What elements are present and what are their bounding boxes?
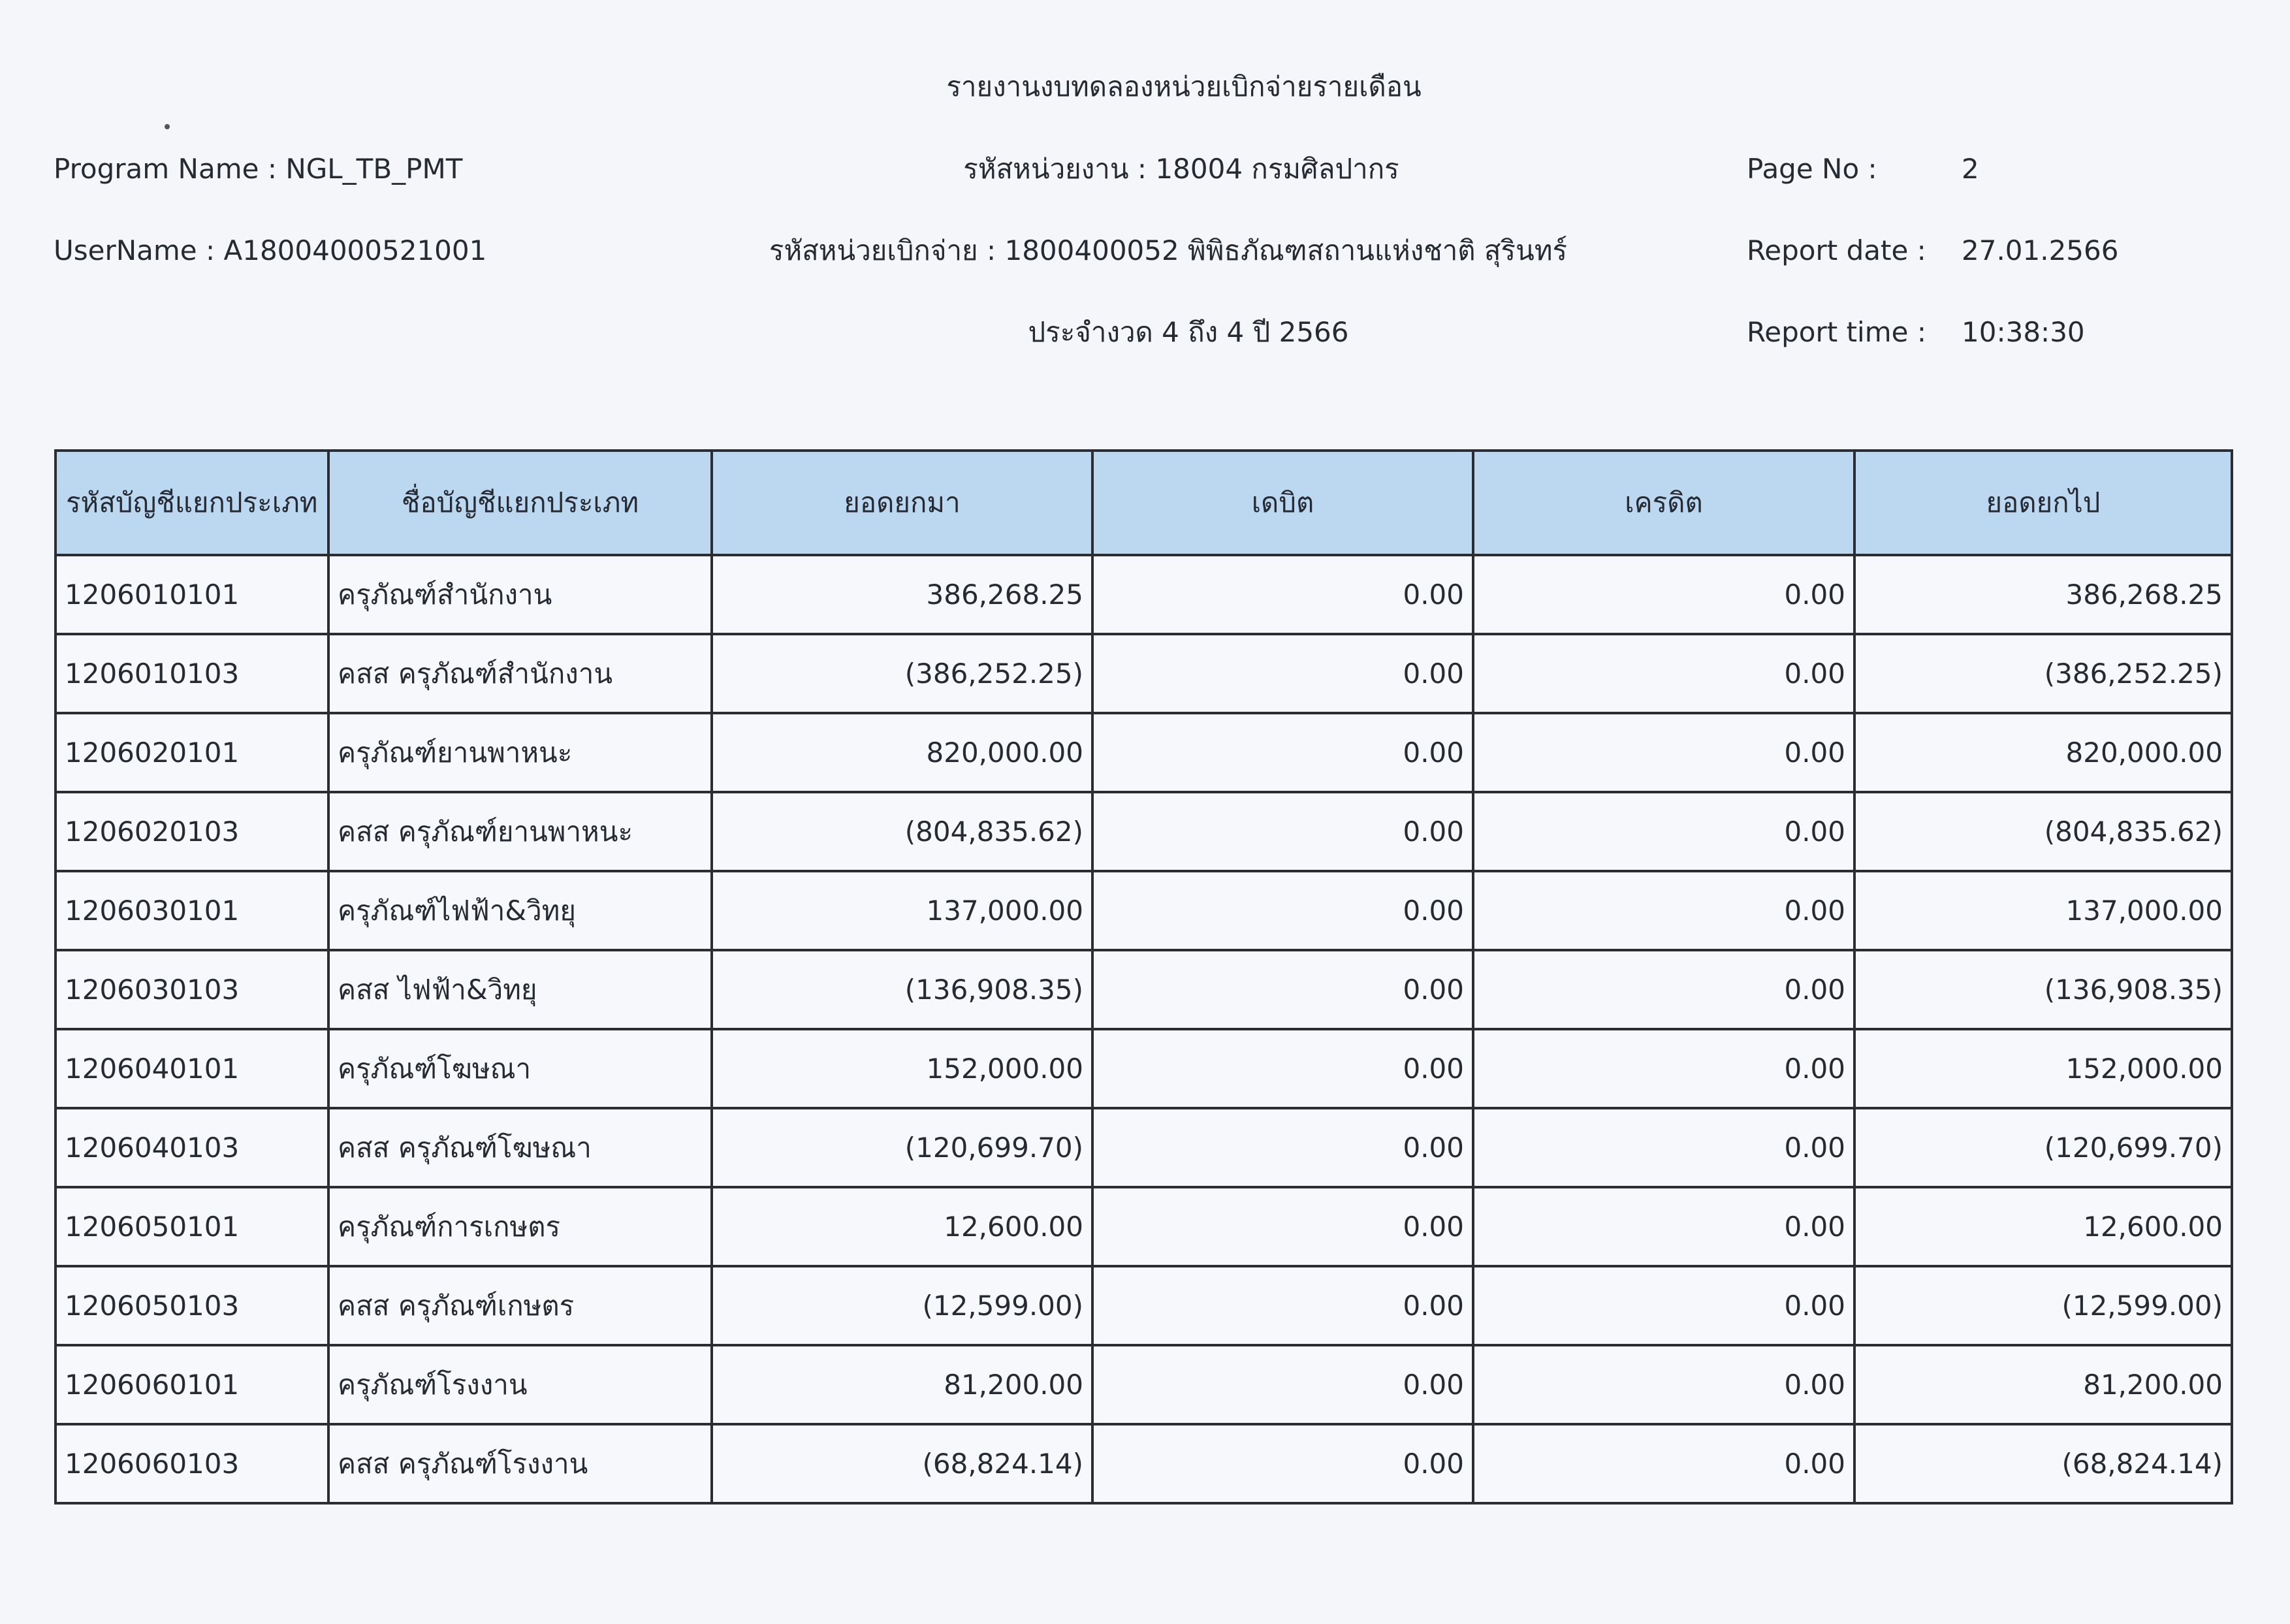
cell-closing-balance: 386,268.25 bbox=[1854, 555, 2232, 634]
scan-speck bbox=[165, 124, 170, 129]
cell-credit: 0.00 bbox=[1473, 950, 1854, 1029]
cell-closing-balance: 820,000.00 bbox=[1854, 713, 2232, 792]
header-account-code: รหัสบัญชีแยกประเภท bbox=[56, 451, 328, 555]
cell-closing-balance: (12,599.00) bbox=[1854, 1266, 2232, 1345]
cell-closing-balance: (120,699.70) bbox=[1854, 1108, 2232, 1187]
cell-account-name: คสส ครุภัณฑ์โฆษณา bbox=[328, 1108, 712, 1187]
cell-opening-balance: 820,000.00 bbox=[712, 713, 1092, 792]
cell-account-code: 1206060101 bbox=[56, 1345, 328, 1424]
cell-credit: 0.00 bbox=[1473, 634, 1854, 713]
report-title: รายงานงบทดลองหน่วยเบิกจ่ายรายเดือน bbox=[946, 71, 1422, 103]
user-name: UserName : A18004000521001 bbox=[54, 234, 487, 266]
program-name: Program Name : NGL_TB_PMT bbox=[54, 153, 463, 185]
report-date-value: 27.01.2566 bbox=[1962, 234, 2119, 266]
cell-debit: 0.00 bbox=[1092, 1187, 1473, 1266]
cell-account-name: ครุภัณฑ์ยานพาหนะ bbox=[328, 713, 712, 792]
page-no-label: Page No : bbox=[1747, 153, 1877, 185]
cell-closing-balance: 12,600.00 bbox=[1854, 1187, 2232, 1266]
cell-closing-balance: 81,200.00 bbox=[1854, 1345, 2232, 1424]
cell-debit: 0.00 bbox=[1092, 555, 1473, 634]
cell-account-name: ครุภัณฑ์ไฟฟ้า&วิทยุ bbox=[328, 871, 712, 950]
cell-debit: 0.00 bbox=[1092, 1266, 1473, 1345]
cell-account-name: ครุภัณฑ์โรงงาน bbox=[328, 1345, 712, 1424]
cell-debit: 0.00 bbox=[1092, 1424, 1473, 1503]
cell-closing-balance: (386,252.25) bbox=[1854, 634, 2232, 713]
cell-account-code: 1206040101 bbox=[56, 1029, 328, 1108]
cell-debit: 0.00 bbox=[1092, 1108, 1473, 1187]
page-no-value: 2 bbox=[1962, 153, 1979, 185]
cell-account-name: คสส ครุภัณฑ์โรงงาน bbox=[328, 1424, 712, 1503]
table-row bbox=[56, 1029, 2232, 1108]
cell-opening-balance: (12,599.00) bbox=[712, 1266, 1092, 1345]
table-row bbox=[56, 634, 2232, 713]
cell-account-code: 1206030103 bbox=[56, 950, 328, 1029]
cell-account-code: 1206050101 bbox=[56, 1187, 328, 1266]
cell-debit: 0.00 bbox=[1092, 713, 1473, 792]
cell-account-name: คสส ครุภัณฑ์ยานพาหนะ bbox=[328, 792, 712, 871]
cell-account-name: ครุภัณฑ์สำนักงาน bbox=[328, 555, 712, 634]
cell-debit: 0.00 bbox=[1092, 871, 1473, 950]
cell-opening-balance: (386,252.25) bbox=[712, 634, 1092, 713]
agency-code: รหัสหน่วยงาน : 18004 กรมศิลปากร bbox=[963, 153, 1399, 185]
cell-closing-balance: (136,908.35) bbox=[1854, 950, 2232, 1029]
cell-debit: 0.00 bbox=[1092, 950, 1473, 1029]
cell-credit: 0.00 bbox=[1473, 1187, 1854, 1266]
cell-account-code: 1206020101 bbox=[56, 713, 328, 792]
header-account-name: ชื่อบัญชีแยกประเภท bbox=[328, 451, 712, 555]
report-time-value: 10:38:30 bbox=[1962, 316, 2085, 348]
cell-account-name: คสส ไฟฟ้า&วิทยุ bbox=[328, 950, 712, 1029]
report-period: ประจำงวด 4 ถึง 4 ปี 2566 bbox=[1028, 316, 1349, 348]
cell-closing-balance: (804,835.62) bbox=[1854, 792, 2232, 871]
trial-balance-table bbox=[54, 449, 2233, 1505]
cell-opening-balance: (136,908.35) bbox=[712, 950, 1092, 1029]
cell-opening-balance: (804,835.62) bbox=[712, 792, 1092, 871]
cell-opening-balance: 137,000.00 bbox=[712, 871, 1092, 950]
cell-debit: 0.00 bbox=[1092, 1345, 1473, 1424]
cell-credit: 0.00 bbox=[1473, 1345, 1854, 1424]
header-closing-balance: ยอดยกไป bbox=[1854, 451, 2232, 555]
cell-account-code: 1206010103 bbox=[56, 634, 328, 713]
report-date-label: Report date : bbox=[1747, 234, 1926, 266]
cell-closing-balance: 137,000.00 bbox=[1854, 871, 2232, 950]
table-row bbox=[56, 871, 2232, 950]
table-row bbox=[56, 1266, 2232, 1345]
cell-credit: 0.00 bbox=[1473, 1424, 1854, 1503]
cell-debit: 0.00 bbox=[1092, 792, 1473, 871]
cell-credit: 0.00 bbox=[1473, 871, 1854, 950]
cell-credit: 0.00 bbox=[1473, 713, 1854, 792]
table-row bbox=[56, 1108, 2232, 1187]
cell-account-name: คสส ครุภัณฑ์เกษตร bbox=[328, 1266, 712, 1345]
header-debit: เดบิต bbox=[1092, 451, 1473, 555]
cell-account-name: ครุภัณฑ์การเกษตร bbox=[328, 1187, 712, 1266]
cell-account-code: 1206040103 bbox=[56, 1108, 328, 1187]
cell-credit: 0.00 bbox=[1473, 1266, 1854, 1345]
cell-account-code: 1206020103 bbox=[56, 792, 328, 871]
cell-debit: 0.00 bbox=[1092, 1029, 1473, 1108]
cell-account-code: 1206030101 bbox=[56, 871, 328, 950]
cell-opening-balance: (68,824.14) bbox=[712, 1424, 1092, 1503]
cell-closing-balance: 152,000.00 bbox=[1854, 1029, 2232, 1108]
cell-credit: 0.00 bbox=[1473, 1108, 1854, 1187]
table-row bbox=[56, 1187, 2232, 1266]
cell-account-code: 1206010101 bbox=[56, 555, 328, 634]
table-header-row bbox=[56, 451, 2232, 555]
table-row bbox=[56, 713, 2232, 792]
report-time-label: Report time : bbox=[1747, 316, 1926, 348]
cell-credit: 0.00 bbox=[1473, 1029, 1854, 1108]
cell-account-code: 1206060103 bbox=[56, 1424, 328, 1503]
disbursing-unit: รหัสหน่วยเบิกจ่าย : 1800400052 พิพิธภัณฑสถานแห่งชาติ สุรินทร์ bbox=[769, 234, 1568, 266]
cell-credit: 0.00 bbox=[1473, 792, 1854, 871]
cell-opening-balance: 386,268.25 bbox=[712, 555, 1092, 634]
cell-opening-balance: 12,600.00 bbox=[712, 1187, 1092, 1266]
cell-opening-balance: 81,200.00 bbox=[712, 1345, 1092, 1424]
header-opening-balance: ยอดยกมา bbox=[712, 451, 1092, 555]
cell-account-code: 1206050103 bbox=[56, 1266, 328, 1345]
cell-account-name: ครุภัณฑ์โฆษณา bbox=[328, 1029, 712, 1108]
cell-opening-balance: (120,699.70) bbox=[712, 1108, 1092, 1187]
table-row bbox=[56, 1424, 2232, 1503]
header-credit: เครดิต bbox=[1473, 451, 1854, 555]
table-row bbox=[56, 555, 2232, 634]
cell-closing-balance: (68,824.14) bbox=[1854, 1424, 2232, 1503]
table-row bbox=[56, 950, 2232, 1029]
cell-debit: 0.00 bbox=[1092, 634, 1473, 713]
table-row bbox=[56, 792, 2232, 871]
cell-opening-balance: 152,000.00 bbox=[712, 1029, 1092, 1108]
table-row bbox=[56, 1345, 2232, 1424]
cell-account-name: คสส ครุภัณฑ์สำนักงาน bbox=[328, 634, 712, 713]
cell-credit: 0.00 bbox=[1473, 555, 1854, 634]
